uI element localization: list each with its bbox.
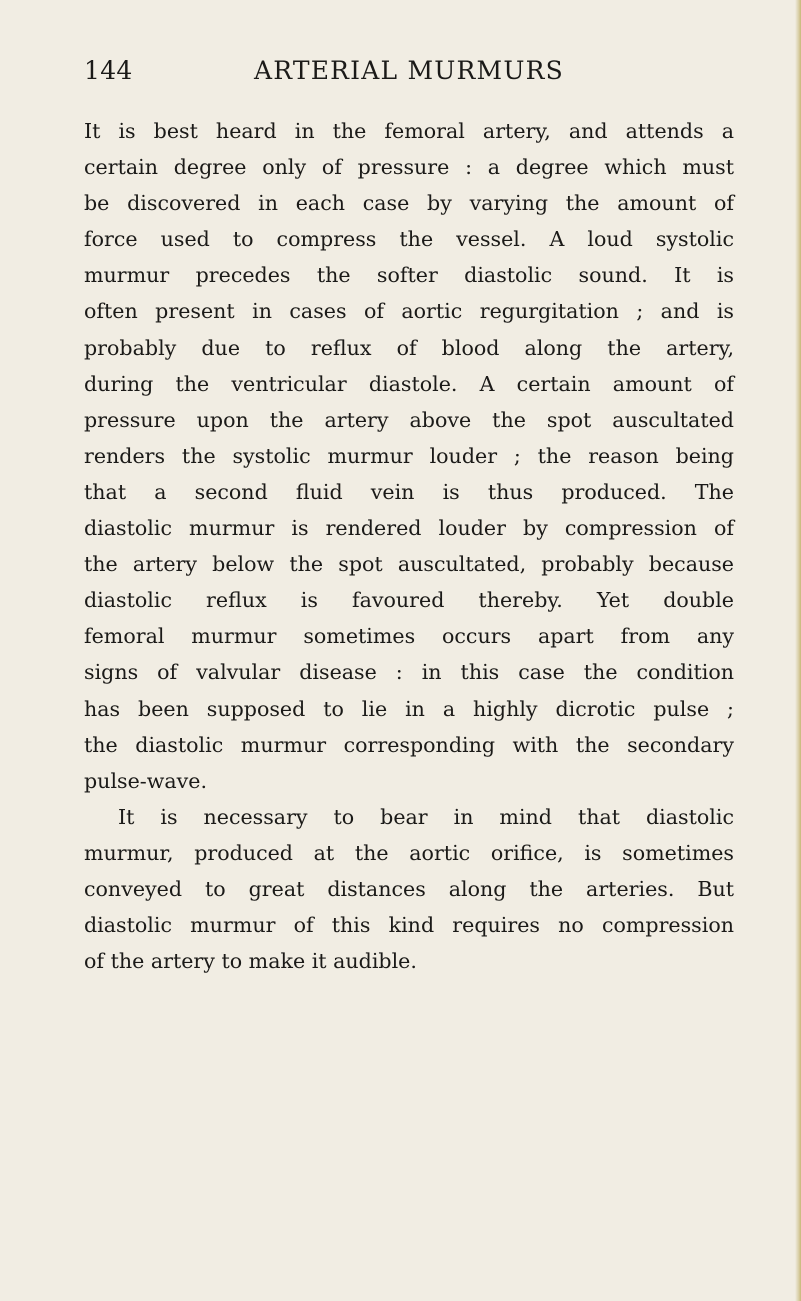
- text-line: signs of valvular disease : in this case the condition: [84, 660, 734, 685]
- text-line: renders the systolic murmur louder ; the reason being: [84, 443, 734, 468]
- text-line: pressure upon the artery above the spot auscultated: [84, 407, 734, 432]
- text-line: be discovered in each case by varying the amount of: [84, 191, 734, 216]
- page-number: 144: [84, 56, 133, 85]
- text-line: during the ventricular diastole. A certain amount of: [84, 371, 734, 396]
- text-line: certain degree only of pressure : a degree which must: [84, 155, 734, 180]
- text-line: force used to compress the vessel. A loud systolic: [84, 227, 734, 252]
- text-line: pulse-wave.: [84, 768, 208, 793]
- text-line: diastolic murmur is rendered louder by compression of: [84, 516, 734, 541]
- text-line: It is best heard in the femoral artery, and attends a: [84, 119, 734, 143]
- text-line: diastolic reflux is favoured thereby. Yet double: [84, 588, 734, 613]
- text-line: femoral murmur sometimes occurs apart from any: [84, 624, 734, 649]
- text-line: It is necessary to bear in mind that diastolic: [118, 804, 734, 829]
- text-line: diastolic murmur of this kind requires no compression: [84, 913, 734, 938]
- text-line: that a second fluid vein is thus produced. The: [84, 479, 734, 504]
- running-title: ARTERIAL MURMURS: [254, 56, 564, 85]
- running-head: [84, 56, 744, 92]
- page-edge-shadow: [795, 0, 801, 1301]
- text-line: of the artery to make it audible.: [84, 949, 417, 974]
- body-text: [84, 113, 734, 979]
- text-line: probably due to reflux of blood along the artery,: [84, 335, 734, 360]
- text-line: has been supposed to lie in a highly dicrotic pulse ;: [84, 696, 734, 721]
- text-line: often present in cases of aortic regurgitation ; and is: [84, 299, 734, 324]
- text-line: murmur precedes the softer diastolic sound. It is: [84, 263, 734, 288]
- text-line: the diastolic murmur corresponding with the secondary: [84, 732, 734, 757]
- text-line: conveyed to great distances along the arteries. But: [84, 876, 734, 901]
- text-line: murmur, produced at the aortic orifice, is sometimes: [84, 840, 734, 865]
- text-line: the artery below the spot auscultated, probably because: [84, 552, 734, 577]
